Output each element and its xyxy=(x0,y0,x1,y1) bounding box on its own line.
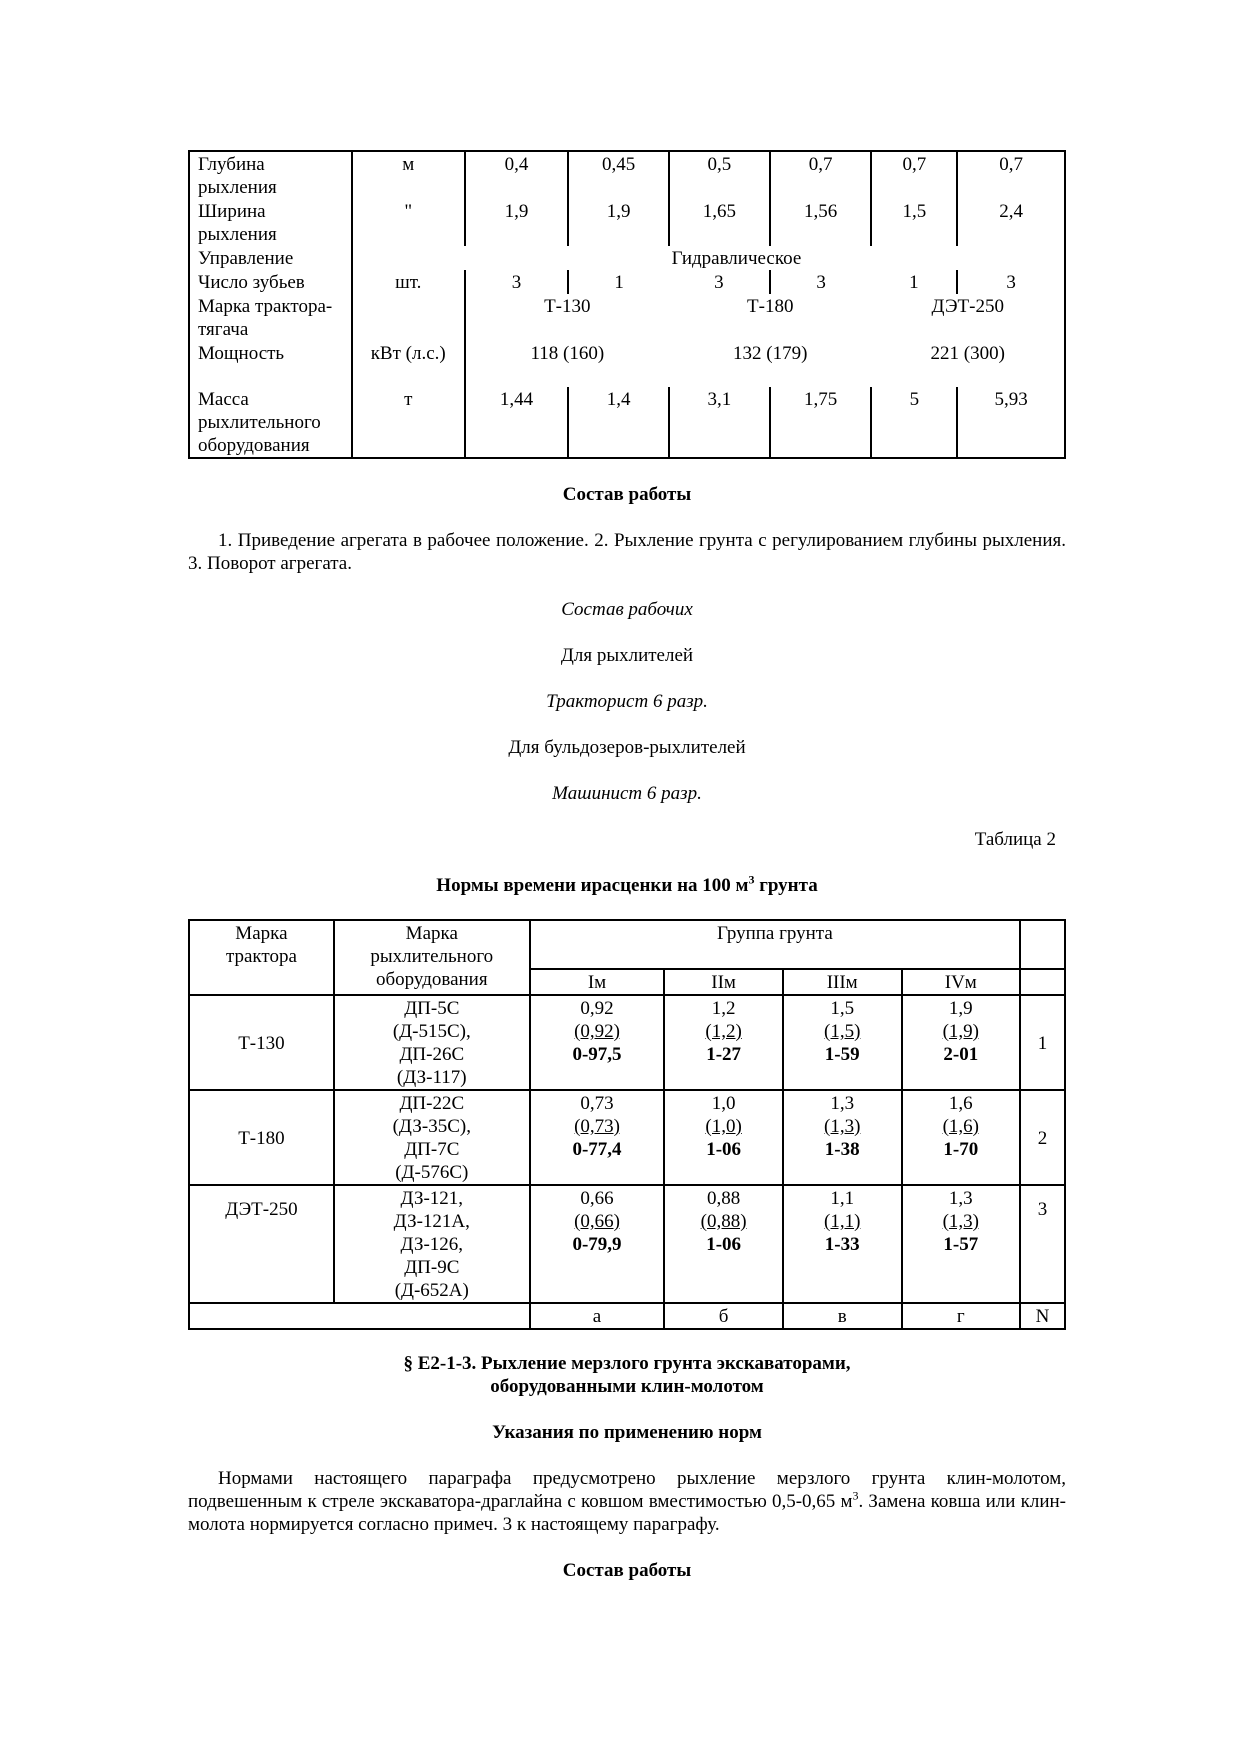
tractor-cell: Т-180 xyxy=(189,1090,334,1185)
norm-value: 1,3 xyxy=(830,1093,855,1114)
title-text-end: грунта xyxy=(754,875,818,896)
row-label: Масса рыхлительного оборудования xyxy=(189,387,352,458)
footer-empty xyxy=(189,1303,530,1329)
table-footer-row xyxy=(189,1303,1065,1329)
table-cell: 3,1 xyxy=(669,387,770,458)
row-unit: кВт (л.с.) xyxy=(352,341,465,387)
norm-value-alt: (1,0) xyxy=(705,1116,742,1137)
equipment-cell xyxy=(334,1185,530,1303)
ripper-specs-table xyxy=(188,150,1066,459)
row-unit: т xyxy=(352,387,465,458)
norm-value: 1,2 xyxy=(711,998,736,1019)
table-cell: 1,9 xyxy=(568,199,669,246)
table-cell: 1,4 xyxy=(568,387,669,458)
table2-title xyxy=(188,874,1066,897)
table-row xyxy=(189,199,1065,246)
row-number: 1 xyxy=(1020,995,1065,1090)
price-value: 1-57 xyxy=(943,1234,979,1255)
norm-value-alt: (0,88) xyxy=(700,1211,747,1232)
norm-value: 1,3 xyxy=(948,1188,973,1209)
table2-label: Таблица 2 xyxy=(974,829,1056,850)
norm-value-alt: (1,9) xyxy=(942,1021,979,1042)
header-equipment: Марка рыхлительного оборудования xyxy=(334,920,530,995)
table-cell: 0,45 xyxy=(568,151,669,199)
norm-value: 1,0 xyxy=(711,1093,736,1114)
row-label: Глубина рыхления xyxy=(189,151,352,199)
for-rippers-label: Для рыхлителей xyxy=(560,645,694,666)
norm-cell xyxy=(902,1090,1021,1185)
time-norms-table xyxy=(188,919,1066,1330)
price-value: 1-06 xyxy=(706,1234,742,1255)
table-cell: 1,9 xyxy=(465,199,569,246)
work-composition-text: 1. Приведение агрегата в рабочее положение. 2. Рыхление грунта с регулированием глубины рыхления. 3. Поворот агрегата. xyxy=(188,530,1066,574)
table-cell: 1 xyxy=(871,270,957,294)
row-label: Управление xyxy=(189,246,352,270)
price-value: 0-97,5 xyxy=(572,1044,622,1065)
table-cell: 0,4 xyxy=(465,151,569,199)
table-cell: 3 xyxy=(816,272,826,293)
norm-cell xyxy=(530,995,665,1090)
row-unit: " xyxy=(352,199,465,246)
instructions-heading: Указания по применению норм xyxy=(492,1422,762,1443)
equipment-line: ДП-5С xyxy=(404,998,460,1019)
table-header-row xyxy=(189,920,1065,969)
price-value: 1-59 xyxy=(824,1044,860,1065)
tractor-cell: Т-130 xyxy=(189,995,334,1090)
instructions-text xyxy=(188,1467,1066,1536)
price-value: 2-01 xyxy=(943,1044,979,1065)
price-value: 1-06 xyxy=(706,1139,742,1160)
table-cell: Т-130 xyxy=(544,296,591,317)
norm-cell xyxy=(664,995,783,1090)
norm-value-alt: (0,92) xyxy=(574,1021,620,1042)
table-cell: 3 xyxy=(465,270,569,294)
norm-cell xyxy=(664,1185,783,1303)
norm-value: 1,6 xyxy=(948,1093,973,1114)
row-unit: шт. xyxy=(352,270,465,294)
equipment-line: (ДЗ-35С), xyxy=(392,1116,471,1137)
norm-value: 1,9 xyxy=(948,998,973,1019)
workers-heading: Состав рабочих xyxy=(561,599,693,620)
norm-value-alt: (1,1) xyxy=(824,1211,861,1232)
table-cell: 1,56 xyxy=(770,199,872,246)
control-type: Гидравлическое xyxy=(671,248,802,269)
footer-cell: N xyxy=(1020,1303,1065,1329)
table-cell: 221 (300) xyxy=(930,343,1005,364)
equipment-line: (ДЗ-117) xyxy=(396,1067,467,1088)
norm-value-alt: (0,66) xyxy=(574,1211,620,1232)
equipment-line: ДП-9С xyxy=(404,1257,460,1278)
norm-value-alt: (1,3) xyxy=(824,1116,861,1137)
footer-cell: в xyxy=(783,1303,902,1329)
row-label: Мощность xyxy=(189,341,352,387)
work-composition-heading-2: Состав работы xyxy=(562,1560,692,1581)
work-composition-heading: Состав работы xyxy=(562,484,692,505)
table-row xyxy=(189,995,1065,1090)
norm-cell xyxy=(783,995,902,1090)
table-row xyxy=(189,1090,1065,1185)
group-header: Iм xyxy=(530,969,665,995)
table-cell: 1 xyxy=(614,272,624,293)
title-sup: 3 xyxy=(748,872,755,887)
instructions-sup: 3 xyxy=(852,1488,859,1503)
norm-value-alt: (0,73) xyxy=(574,1116,620,1137)
table-cell: 0,7 xyxy=(871,151,957,199)
section-title-line: оборудованными клин-молотом xyxy=(490,1376,764,1397)
table-cell: 3 xyxy=(669,270,770,294)
table-row xyxy=(189,151,1065,199)
norm-cell xyxy=(783,1185,902,1303)
group-header: IIм xyxy=(664,969,783,995)
row-label: Марка трактора-тягача xyxy=(189,294,352,341)
equipment-line: ДЗ-121, xyxy=(400,1188,464,1209)
table-cell: 2,4 xyxy=(999,201,1023,222)
table-cell: 0,7 xyxy=(999,154,1023,175)
norm-value-alt: (1,5) xyxy=(824,1021,861,1042)
norm-value: 0,88 xyxy=(706,1188,741,1209)
table-cell: 5 xyxy=(871,387,957,458)
footer-cell: г xyxy=(902,1303,1021,1329)
table-row xyxy=(189,1185,1065,1303)
norm-cell xyxy=(783,1090,902,1185)
equipment-line: (Д-515С), xyxy=(392,1021,471,1042)
tractorist-label: Тракторист 6 разр. xyxy=(546,691,708,712)
table-cell: 3 xyxy=(1006,272,1016,293)
price-value: 1-33 xyxy=(824,1234,860,1255)
for-bulldozers-label: Для бульдозеров-рыхлителей xyxy=(508,737,746,758)
norm-value: 0,66 xyxy=(580,1188,614,1209)
group-header: IIIм xyxy=(783,969,902,995)
equipment-line: ДП-26С xyxy=(399,1044,465,1065)
table-cell: 5,93 xyxy=(994,389,1028,410)
equipment-line: (Д-576С) xyxy=(395,1162,469,1183)
price-value: 1-27 xyxy=(706,1044,742,1065)
table-row xyxy=(189,341,1065,387)
equipment-line: ДЗ-126, xyxy=(400,1234,464,1255)
table-row xyxy=(189,270,1065,294)
norm-value-alt: (1,6) xyxy=(942,1116,979,1137)
equipment-line: (Д-652А) xyxy=(394,1280,469,1301)
table-row xyxy=(189,246,1065,270)
price-value: 0-79,9 xyxy=(572,1234,622,1255)
norm-value: 0,73 xyxy=(580,1093,614,1114)
row-unit xyxy=(352,294,465,341)
norm-cell xyxy=(530,1090,665,1185)
price-value: 1-38 xyxy=(824,1139,860,1160)
norm-cell xyxy=(902,995,1021,1090)
table-cell: 0,7 xyxy=(770,151,872,199)
document-page xyxy=(188,150,1066,1582)
instructions-text-part: Нормами настоящего параграфа предусмотрено рыхление мерзлого грунта клин-молотом, подвешенным к стреле экскаватора-драглайна с ковшом вместимостью 0,5-0,65 м xyxy=(188,1468,1066,1512)
norm-cell xyxy=(664,1090,783,1185)
norm-cell xyxy=(902,1185,1021,1303)
table-cell: 132 (179) xyxy=(733,343,808,364)
row-number: 2 xyxy=(1020,1090,1065,1185)
norm-value-alt: (1,2) xyxy=(705,1021,742,1042)
norm-value: 0,92 xyxy=(580,998,614,1019)
table-cell: 1,75 xyxy=(770,387,872,458)
price-value: 0-77,4 xyxy=(572,1139,622,1160)
table-cell: 1,44 xyxy=(465,387,569,458)
equipment-line: ДП-22С xyxy=(399,1093,465,1114)
footer-cell: а xyxy=(530,1303,665,1329)
header-empty xyxy=(1020,920,1065,969)
equipment-cell xyxy=(334,1090,530,1185)
table-row xyxy=(189,387,1065,458)
section-title-line: § Е2-1-3. Рыхление мерзлого грунта экскаваторами, xyxy=(403,1353,851,1374)
row-unit: м xyxy=(352,151,465,199)
table-cell: 0,5 xyxy=(669,151,770,199)
machinist-label: Машинист 6 разр. xyxy=(552,783,702,804)
header-soil-group: Группа грунта xyxy=(530,920,1020,969)
title-text: Нормы времени ирасценки на 100 м xyxy=(436,875,749,896)
equipment-line: ДЗ-121А, xyxy=(393,1211,470,1232)
equipment-cell xyxy=(334,995,530,1090)
table-cell: Т-180 xyxy=(747,296,794,317)
norm-value-alt: (1,3) xyxy=(942,1211,979,1232)
table-cell: 1,65 xyxy=(669,199,770,246)
header-tractor: Марка трактора xyxy=(189,920,334,995)
table-cell: 1,5 xyxy=(871,199,957,246)
equipment-line: ДП-7С xyxy=(404,1139,460,1160)
table-cell: 118 (160) xyxy=(530,343,605,364)
row-number: 3 xyxy=(1020,1185,1065,1303)
row-label: Ширина рыхления xyxy=(189,199,352,246)
tractor-cell: ДЭТ-250 xyxy=(189,1185,334,1303)
norm-value: 1,1 xyxy=(830,1188,855,1209)
table-row xyxy=(189,294,1065,341)
instructions-text-end: . Замена ковша или клин-молота нормируется согласно примеч. 3 к настоящему параграфу. xyxy=(188,1491,1066,1535)
section-title xyxy=(188,1352,1066,1398)
footer-cell: б xyxy=(664,1303,783,1329)
table-cell: ДЭТ-250 xyxy=(931,296,1004,317)
row-label: Число зубьев xyxy=(189,270,352,294)
norm-cell xyxy=(530,1185,665,1303)
group-header: IVм xyxy=(902,969,1021,995)
price-value: 1-70 xyxy=(943,1139,979,1160)
norm-value: 1,5 xyxy=(830,998,855,1019)
header-empty xyxy=(1020,969,1065,995)
